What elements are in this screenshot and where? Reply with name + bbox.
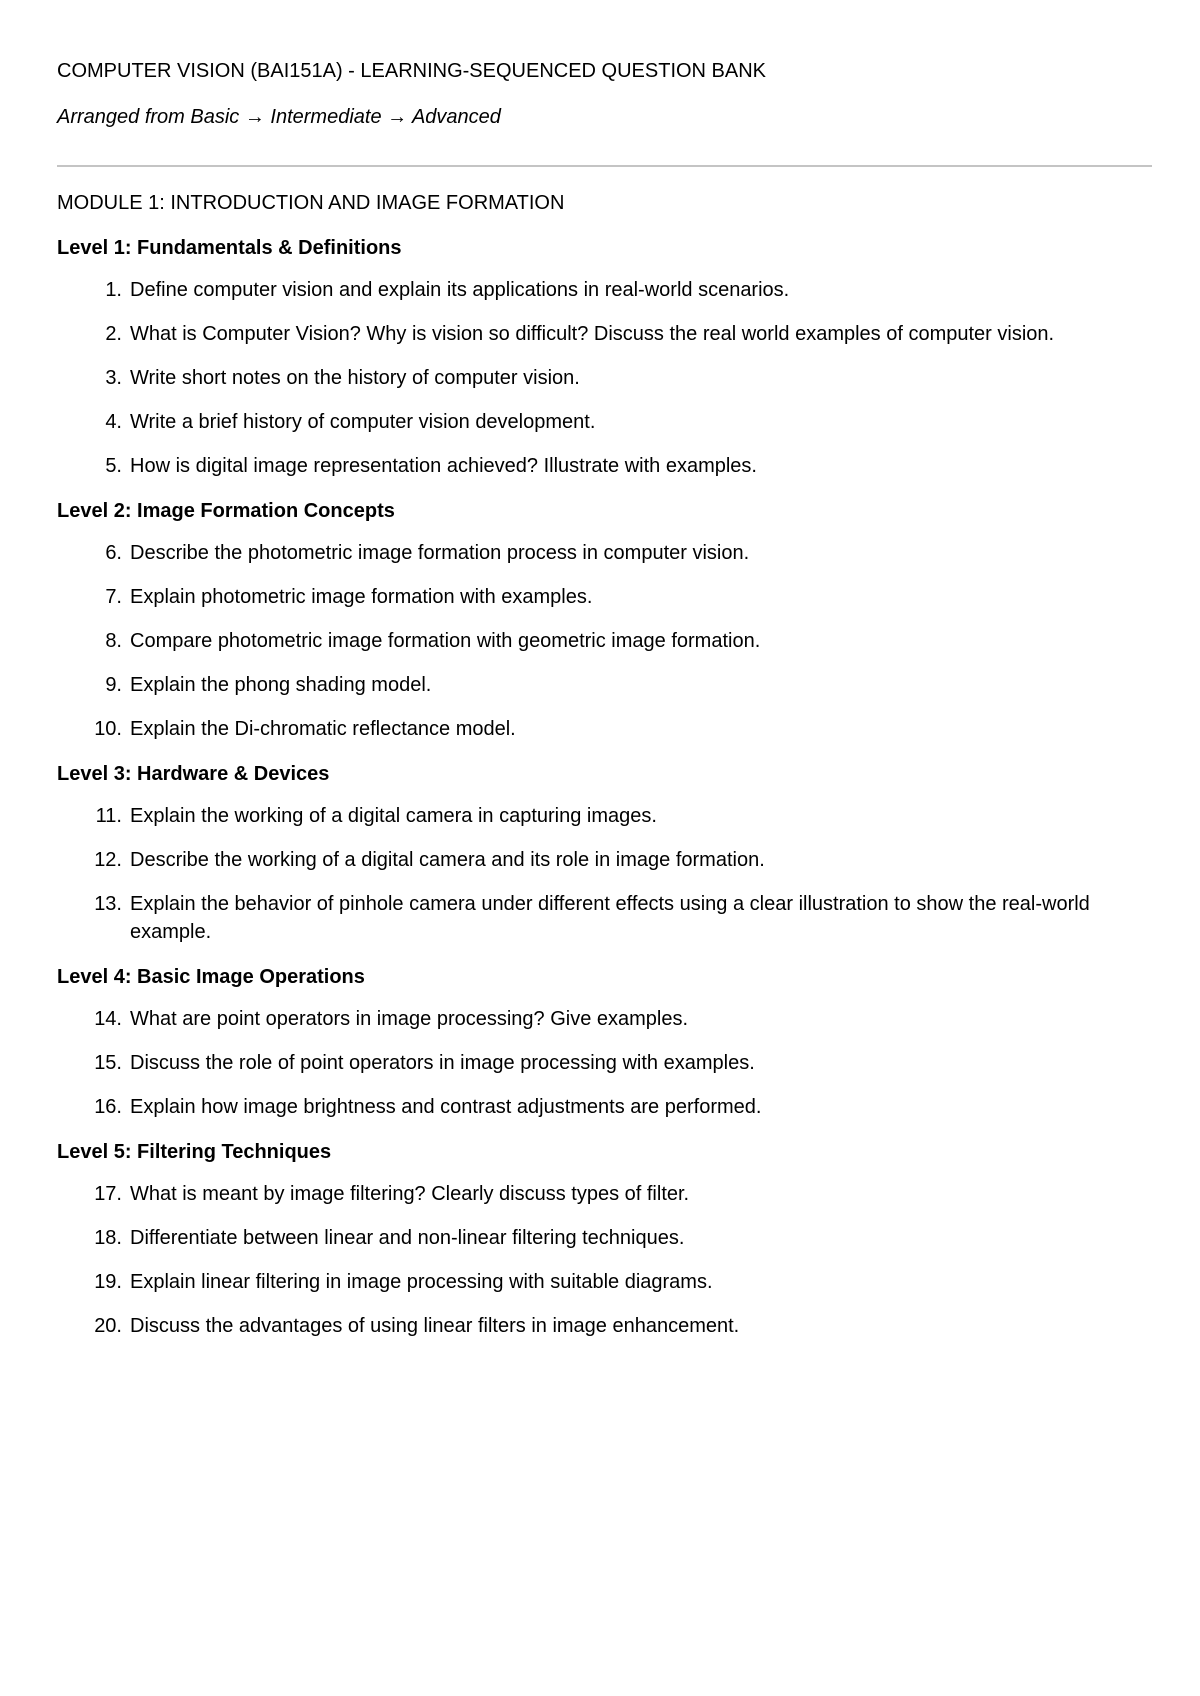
question-number: 11. <box>95 805 122 827</box>
question-text: Describe the working of a digital camera and its role in image formation. <box>130 849 765 871</box>
question-number: 9. <box>105 674 122 696</box>
question-list <box>57 539 1150 743</box>
question-text: What are point operators in image processing? Give examples. <box>130 1008 689 1030</box>
question-text: Explain how image brightness and contrast adjustments are performed. <box>130 1096 762 1118</box>
question-number: 18. <box>94 1227 122 1249</box>
question-text: Write a brief history of computer vision development. <box>130 411 596 433</box>
question-list <box>57 276 1150 480</box>
question-text: Discuss the advantages of using linear filters in image enhancement. <box>130 1315 740 1337</box>
level-heading: Level 5: Filtering Techniques <box>57 1141 332 1163</box>
question-number: 17. <box>94 1183 122 1205</box>
question-number: 20. <box>94 1315 122 1337</box>
question-number: 16. <box>94 1096 122 1118</box>
question-text: Compare photometric image formation with geometric image formation. <box>130 630 761 652</box>
question-number: 15. <box>94 1052 122 1074</box>
question-number: 4. <box>105 411 122 433</box>
question-item <box>57 1180 1150 1208</box>
question-item <box>57 846 1150 874</box>
question-item <box>57 539 1150 567</box>
question-item <box>57 1005 1150 1033</box>
question-number: 6. <box>105 542 122 564</box>
question-item <box>57 276 1150 304</box>
question-text: Explain the working of a digital camera in capturing images. <box>130 805 657 827</box>
level-section <box>57 1138 1150 1340</box>
question-item <box>57 1224 1150 1252</box>
level-section <box>57 234 1150 480</box>
question-item <box>57 1312 1150 1340</box>
question-text: Explain the behavior of pinhole camera under different effects using a clear illustration to show the real-world example. <box>130 893 1090 943</box>
document-subtitle: Arranged from Basic → Intermediate → Advanced <box>57 106 501 128</box>
question-number: 7. <box>105 586 122 608</box>
question-number: 8. <box>105 630 122 652</box>
question-item <box>57 715 1150 743</box>
level-heading: Level 2: Image Formation Concepts <box>57 500 395 522</box>
question-item <box>57 627 1150 655</box>
question-item <box>57 802 1150 830</box>
question-number: 14. <box>94 1008 122 1030</box>
question-text: Discuss the role of point operators in image processing with examples. <box>130 1052 755 1074</box>
level-section <box>57 497 1150 743</box>
question-number: 5. <box>105 455 122 477</box>
question-text: Write short notes on the history of computer vision. <box>130 367 580 389</box>
level-section <box>57 760 1150 946</box>
question-item <box>57 452 1150 480</box>
question-number: 1. <box>105 279 122 301</box>
question-number: 10. <box>94 718 122 740</box>
question-number: 13. <box>94 893 122 915</box>
level-heading: Level 1: Fundamentals & Definitions <box>57 237 402 259</box>
question-number: 19. <box>94 1271 122 1293</box>
question-item <box>57 320 1150 348</box>
module-heading: MODULE 1: INTRODUCTION AND IMAGE FORMATION <box>57 192 565 214</box>
level-section <box>57 963 1150 1121</box>
question-text: What is Computer Vision? Why is vision so difficult? Discuss the real world examples of computer vision. <box>130 323 1055 345</box>
question-text: Explain photometric image formation with examples. <box>130 586 593 608</box>
level-heading: Level 3: Hardware & Devices <box>57 763 330 785</box>
question-list <box>57 1180 1150 1340</box>
question-text: Explain the phong shading model. <box>130 674 432 696</box>
question-text: Explain linear filtering in image processing with suitable diagrams. <box>130 1271 713 1293</box>
question-item <box>57 890 1150 946</box>
level-heading: Level 4: Basic Image Operations <box>57 966 365 988</box>
question-item <box>57 1268 1150 1296</box>
question-text: Define computer vision and explain its applications in real-world scenarios. <box>130 279 790 301</box>
document-title: COMPUTER VISION (BAI151A) - LEARNING-SEQUENCED QUESTION BANK <box>57 60 767 82</box>
question-text: Explain the Di-chromatic reflectance model. <box>130 718 516 740</box>
question-item <box>57 408 1150 436</box>
question-number: 12. <box>94 849 122 871</box>
question-text: What is meant by image filtering? Clearly discuss types of filter. <box>130 1183 690 1205</box>
question-item <box>57 1093 1150 1121</box>
question-number: 2. <box>105 323 122 345</box>
levels-container <box>57 234 1150 1340</box>
question-item <box>57 583 1150 611</box>
question-text: How is digital image representation achieved? Illustrate with examples. <box>130 455 757 477</box>
question-item <box>57 671 1150 699</box>
question-list <box>57 1005 1150 1121</box>
question-text: Describe the photometric image formation process in computer vision. <box>130 542 750 564</box>
question-item <box>57 364 1150 392</box>
question-list <box>57 802 1150 946</box>
horizontal-divider <box>57 165 1152 167</box>
question-text: Differentiate between linear and non-linear filtering techniques. <box>130 1227 685 1249</box>
question-number: 3. <box>105 367 122 389</box>
question-item <box>57 1049 1150 1077</box>
